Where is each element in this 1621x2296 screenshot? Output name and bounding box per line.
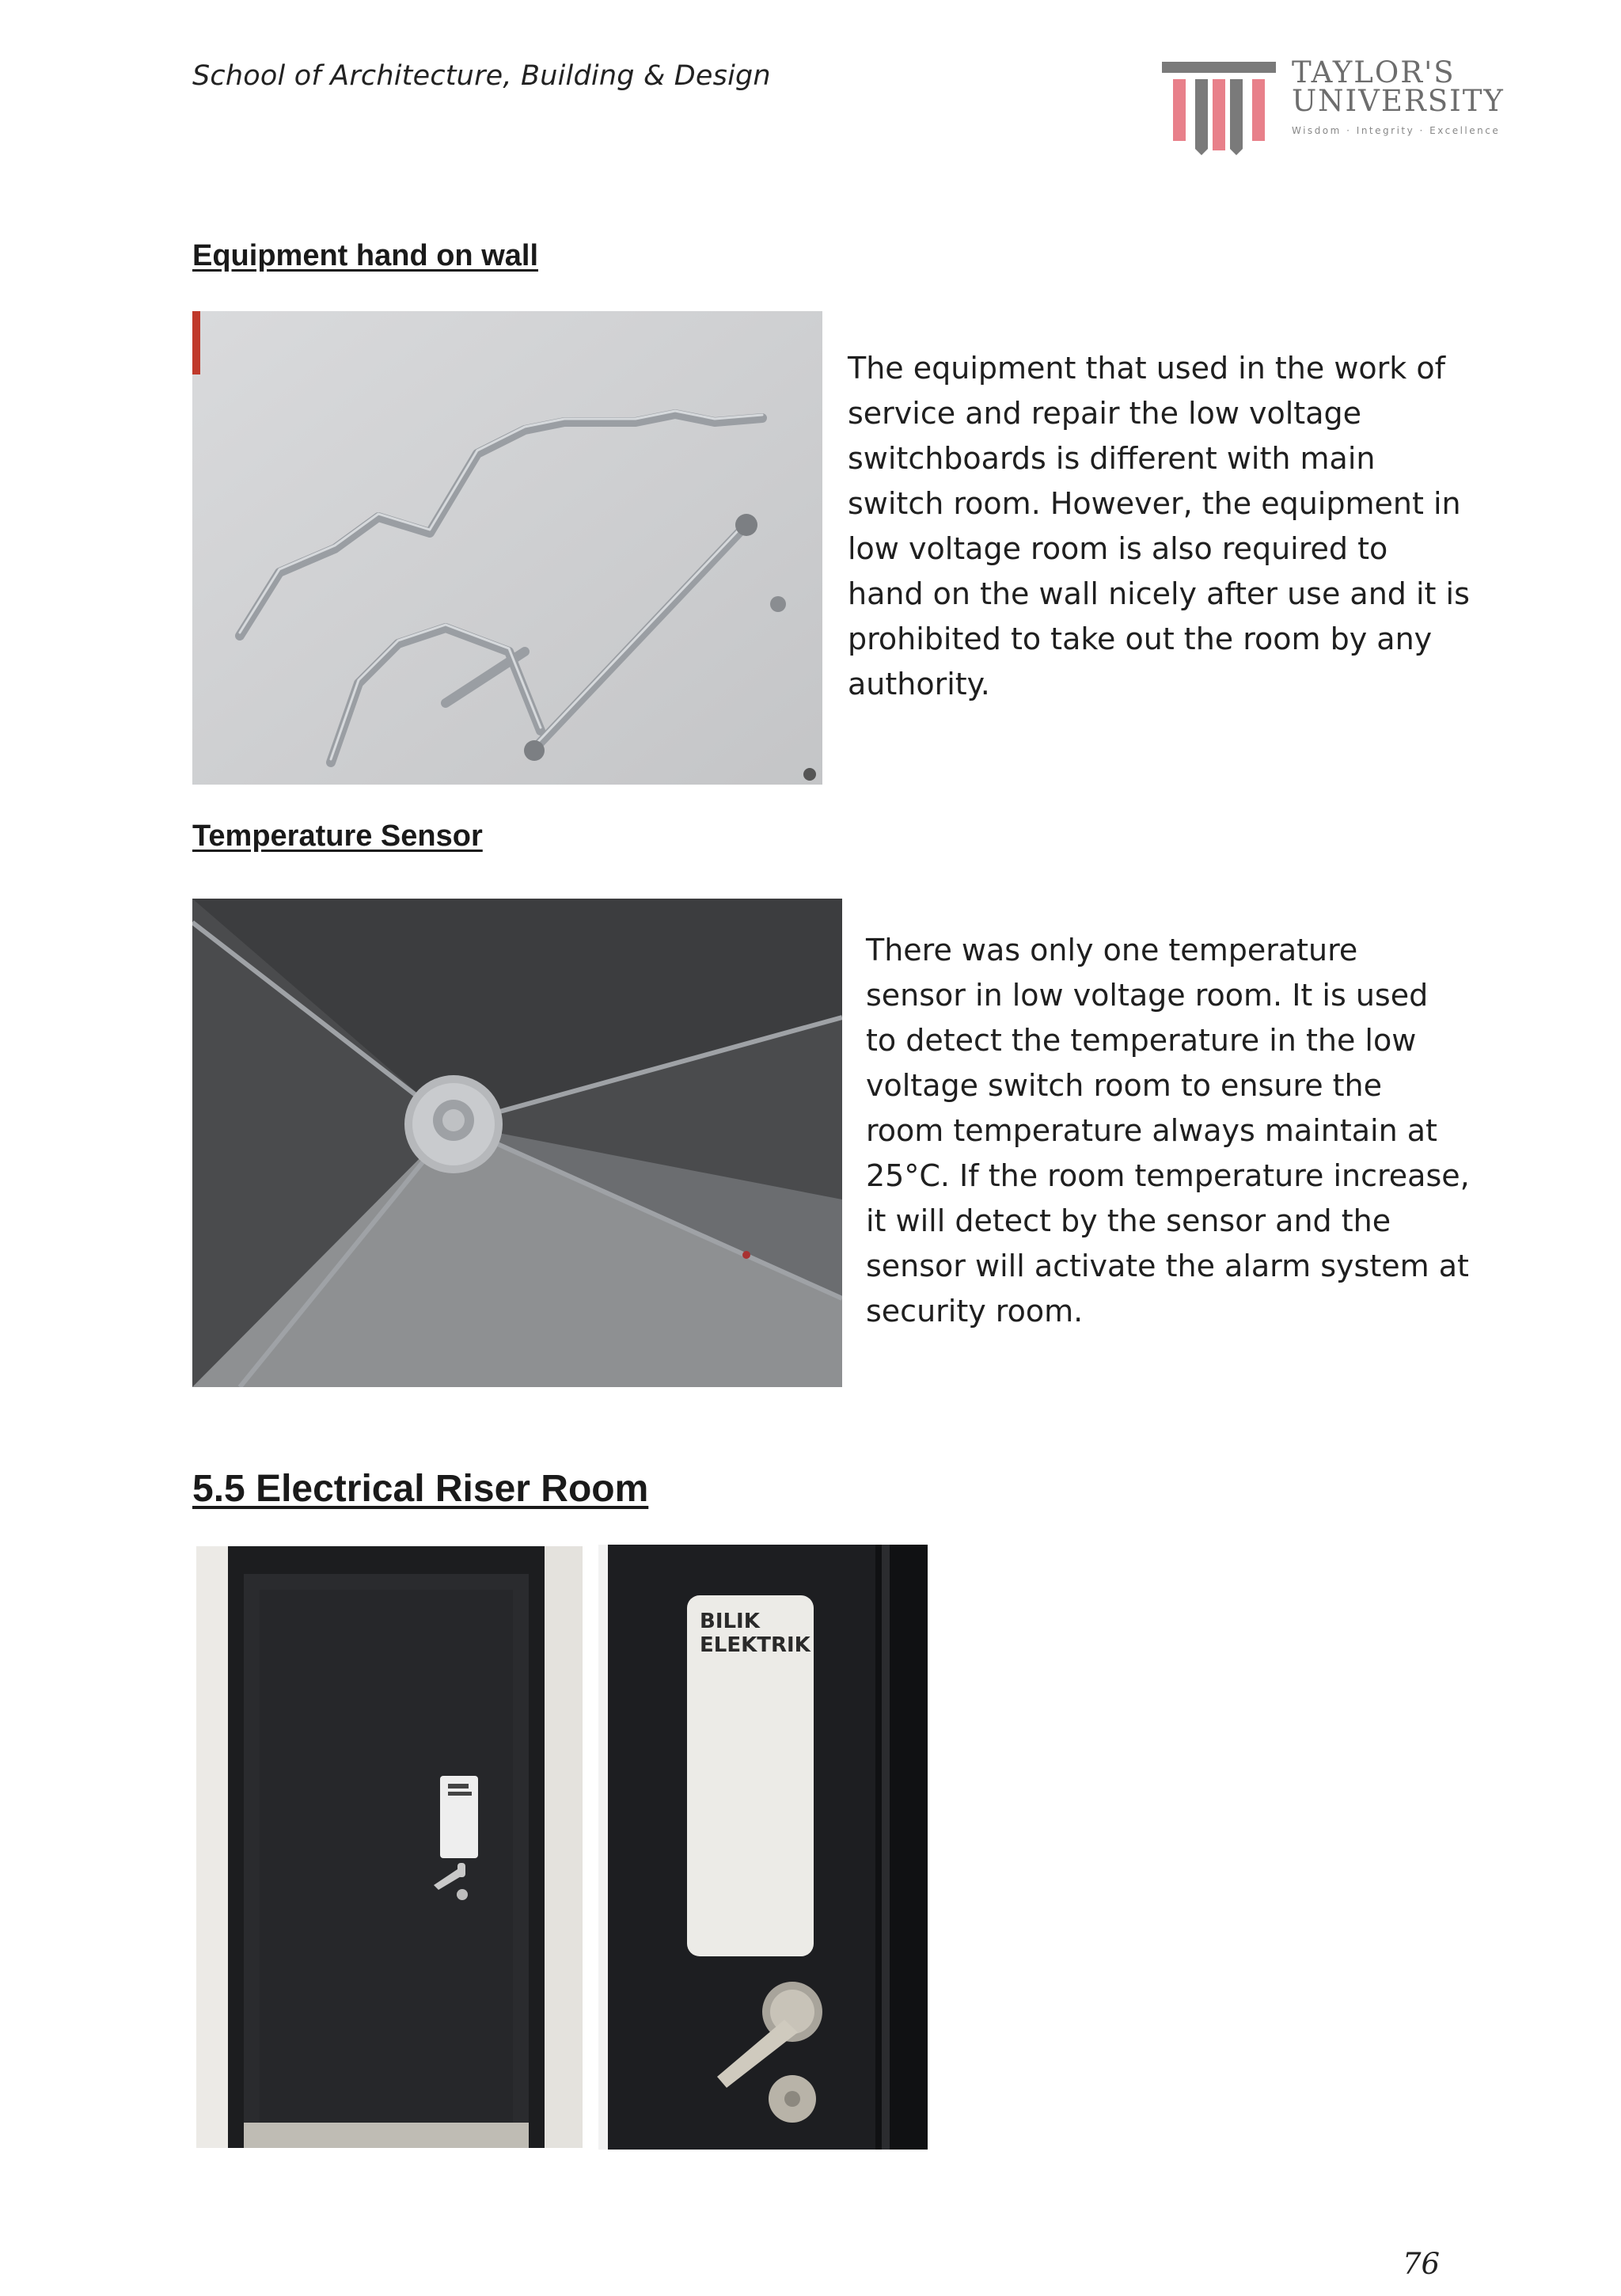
equipment-line-1: The equipment that used in the work of	[848, 351, 1446, 386]
door-handle-icon	[598, 1545, 928, 2150]
temperature-line-5: room temperature always maintain at	[866, 1113, 1437, 1148]
temperature-line-9: security room.	[866, 1294, 1084, 1329]
logo-wordmark-line2: UNIVERSITY	[1292, 84, 1505, 118]
equipment-line-3: switchboards is different with main	[848, 441, 1376, 476]
temperature-line-3: to detect the temperature in the low	[866, 1023, 1417, 1058]
equipment-line-5: low voltage room is also required to	[848, 531, 1388, 566]
equipment-line-8: authority.	[848, 667, 990, 701]
door-sign-line1: BILIK	[700, 1610, 760, 1633]
temperature-line-2: sensor in low voltage room. It is used	[866, 978, 1429, 1013]
temperature-line-4: voltage switch room to ensure the	[866, 1068, 1383, 1103]
riser-door-photo	[196, 1546, 583, 2148]
temperature-line-8: sensor will activate the alarm system at	[866, 1249, 1469, 1283]
equipment-line-6: hand on the wall nicely after use and it is	[848, 576, 1470, 611]
temperature-line-1: There was only one temperature	[866, 933, 1358, 967]
equipment-line-4: switch room. However, the equipment in	[848, 486, 1461, 521]
temperature-line-7: it will detect by the sensor and the	[866, 1203, 1391, 1238]
riser-room-title: 5.5 Electrical Riser Room	[192, 1468, 649, 1510]
temperature-heading: Temperature Sensor	[192, 819, 483, 853]
logo-wordmark-line1: TAYLOR'S	[1292, 55, 1456, 89]
riser-door-sign-photo	[598, 1545, 928, 2150]
equipment-heading: Equipment hand on wall	[192, 239, 538, 272]
equipment-line-2: service and repair the low voltage	[848, 396, 1361, 431]
page-number: 76	[1403, 2247, 1441, 2281]
logo-emblem	[1156, 55, 1282, 158]
temperature-sensor-photo	[192, 899, 842, 1387]
door-sign-line2: ELEKTRIK	[700, 1633, 810, 1657]
temperature-line-6: 25°C. If the room temperature increase,	[866, 1158, 1470, 1193]
university-logo	[1156, 55, 1536, 158]
equipment-line-7: prohibited to take out the room by any	[848, 622, 1433, 656]
logo-tagline: Wisdom · Integrity · Excellence	[1292, 125, 1501, 136]
equipment-description	[848, 346, 1560, 707]
equipment-photo	[192, 311, 822, 785]
temperature-description	[866, 928, 1578, 1334]
header-school-name: School of Architecture, Building & Design	[192, 60, 771, 92]
